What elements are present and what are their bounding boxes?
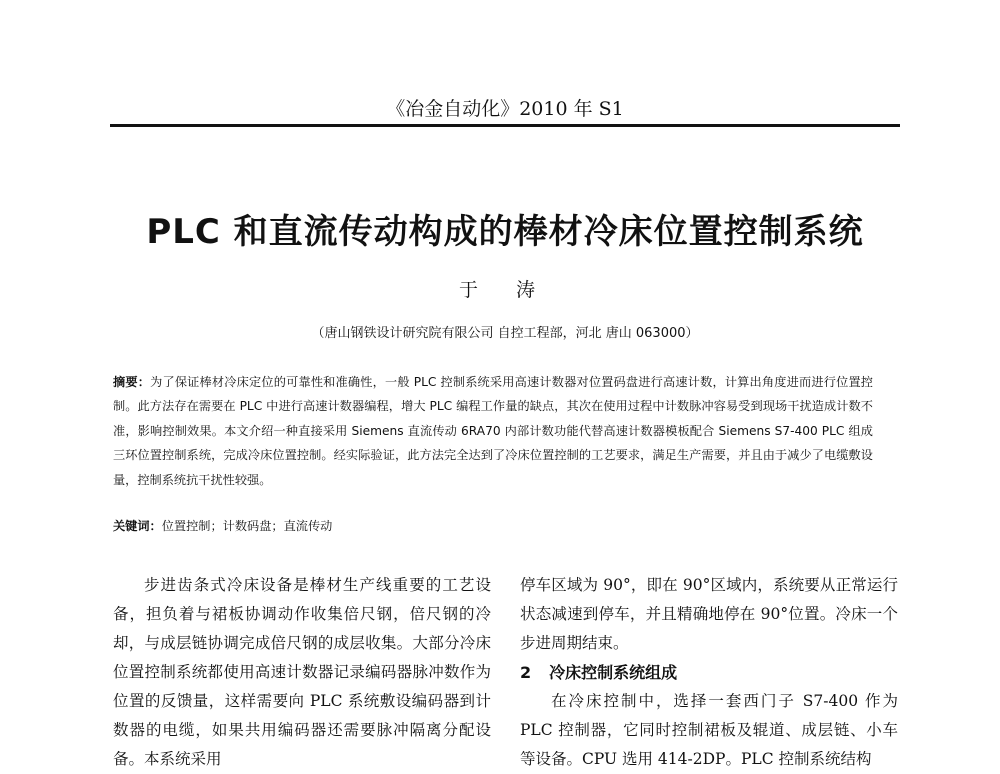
keywords-text: 位置控制；计数码盘；直流传动 (161, 519, 333, 533)
article-author: 于 涛 (458, 279, 552, 301)
keywords-label: 关键词： (113, 519, 162, 533)
keywords (113, 517, 873, 534)
header-rule (110, 124, 900, 127)
body-paragraph: 步进齿条式冷床设备是棒材生产线重要的工艺设备，担负着与裙板协调动作收集倍尺钢，倍尺钢的冷却，与成层链协调完成倍尺钢的成层收集。大部分冷床位置控制系统都使用高速计数器记录编码器脉冲数作为位置的反馈量，这样需要向 PLC 系统敷设编码器到计数器的电缆，如果共用编码器还需要脉冲隔离分配设备。本系统采用 (113, 576, 491, 768)
abstract-label: 摘要： (113, 375, 151, 389)
journal-header: 《冶金自动化》2010 年 S1 (386, 98, 624, 120)
body-paragraph: 停车区域为 90°，即在 90°区域内，系统要从正常运行状态减速到停车，并且精确地停在 90°位置。冷床一个步进周期结束。 (520, 576, 898, 652)
section-title: 冷床控制系统组成 (549, 663, 678, 682)
section-heading (520, 658, 898, 687)
author-affiliation: （唐山钢铁设计研究院有限公司 自控工程部，河北 唐山 063000） (311, 326, 699, 341)
body-column-left (113, 571, 491, 774)
section-number: 2 (520, 663, 532, 682)
body-paragraph: 在冷床控制中，选择一套西门子 S7-400 作为 PLC 控制器，它同时控制裙板及辊道、成层链、小车等设备。CPU 选用 414-2DP。PLC 控制系统结构 (520, 692, 898, 768)
body-column-right (520, 571, 898, 774)
abstract (113, 370, 873, 492)
abstract-text: 为了保证棒材冷床定位的可靠性和准确性，一般 PLC 控制系统采用高速计数器对位置码盘进行高速计数，计算出角度进而进行位置控制。此方法存在需要在 PLC 中进行高速计数器编程，增大 PLC 编程工作量的缺点，其次在使用过程中计数脉冲容易受到现场干扰造成计数不准，影响控制效果。本文介绍一种直接采用 Siemens 直流传动 6RA70 内部计数功能代替高速计数器模板配合 Siemens S7-400 PLC 组成三环位置控制系统，完成冷床位置控制。经实际验证，此方法完全达到了冷床位置控制的工艺要求，满足生产需要，并且由于减少了电缆敷设量，控制系统抗干扰性较强。 (113, 375, 873, 487)
article-title: PLC 和直流传动构成的棒材冷床位置控制系统 (146, 212, 864, 252)
